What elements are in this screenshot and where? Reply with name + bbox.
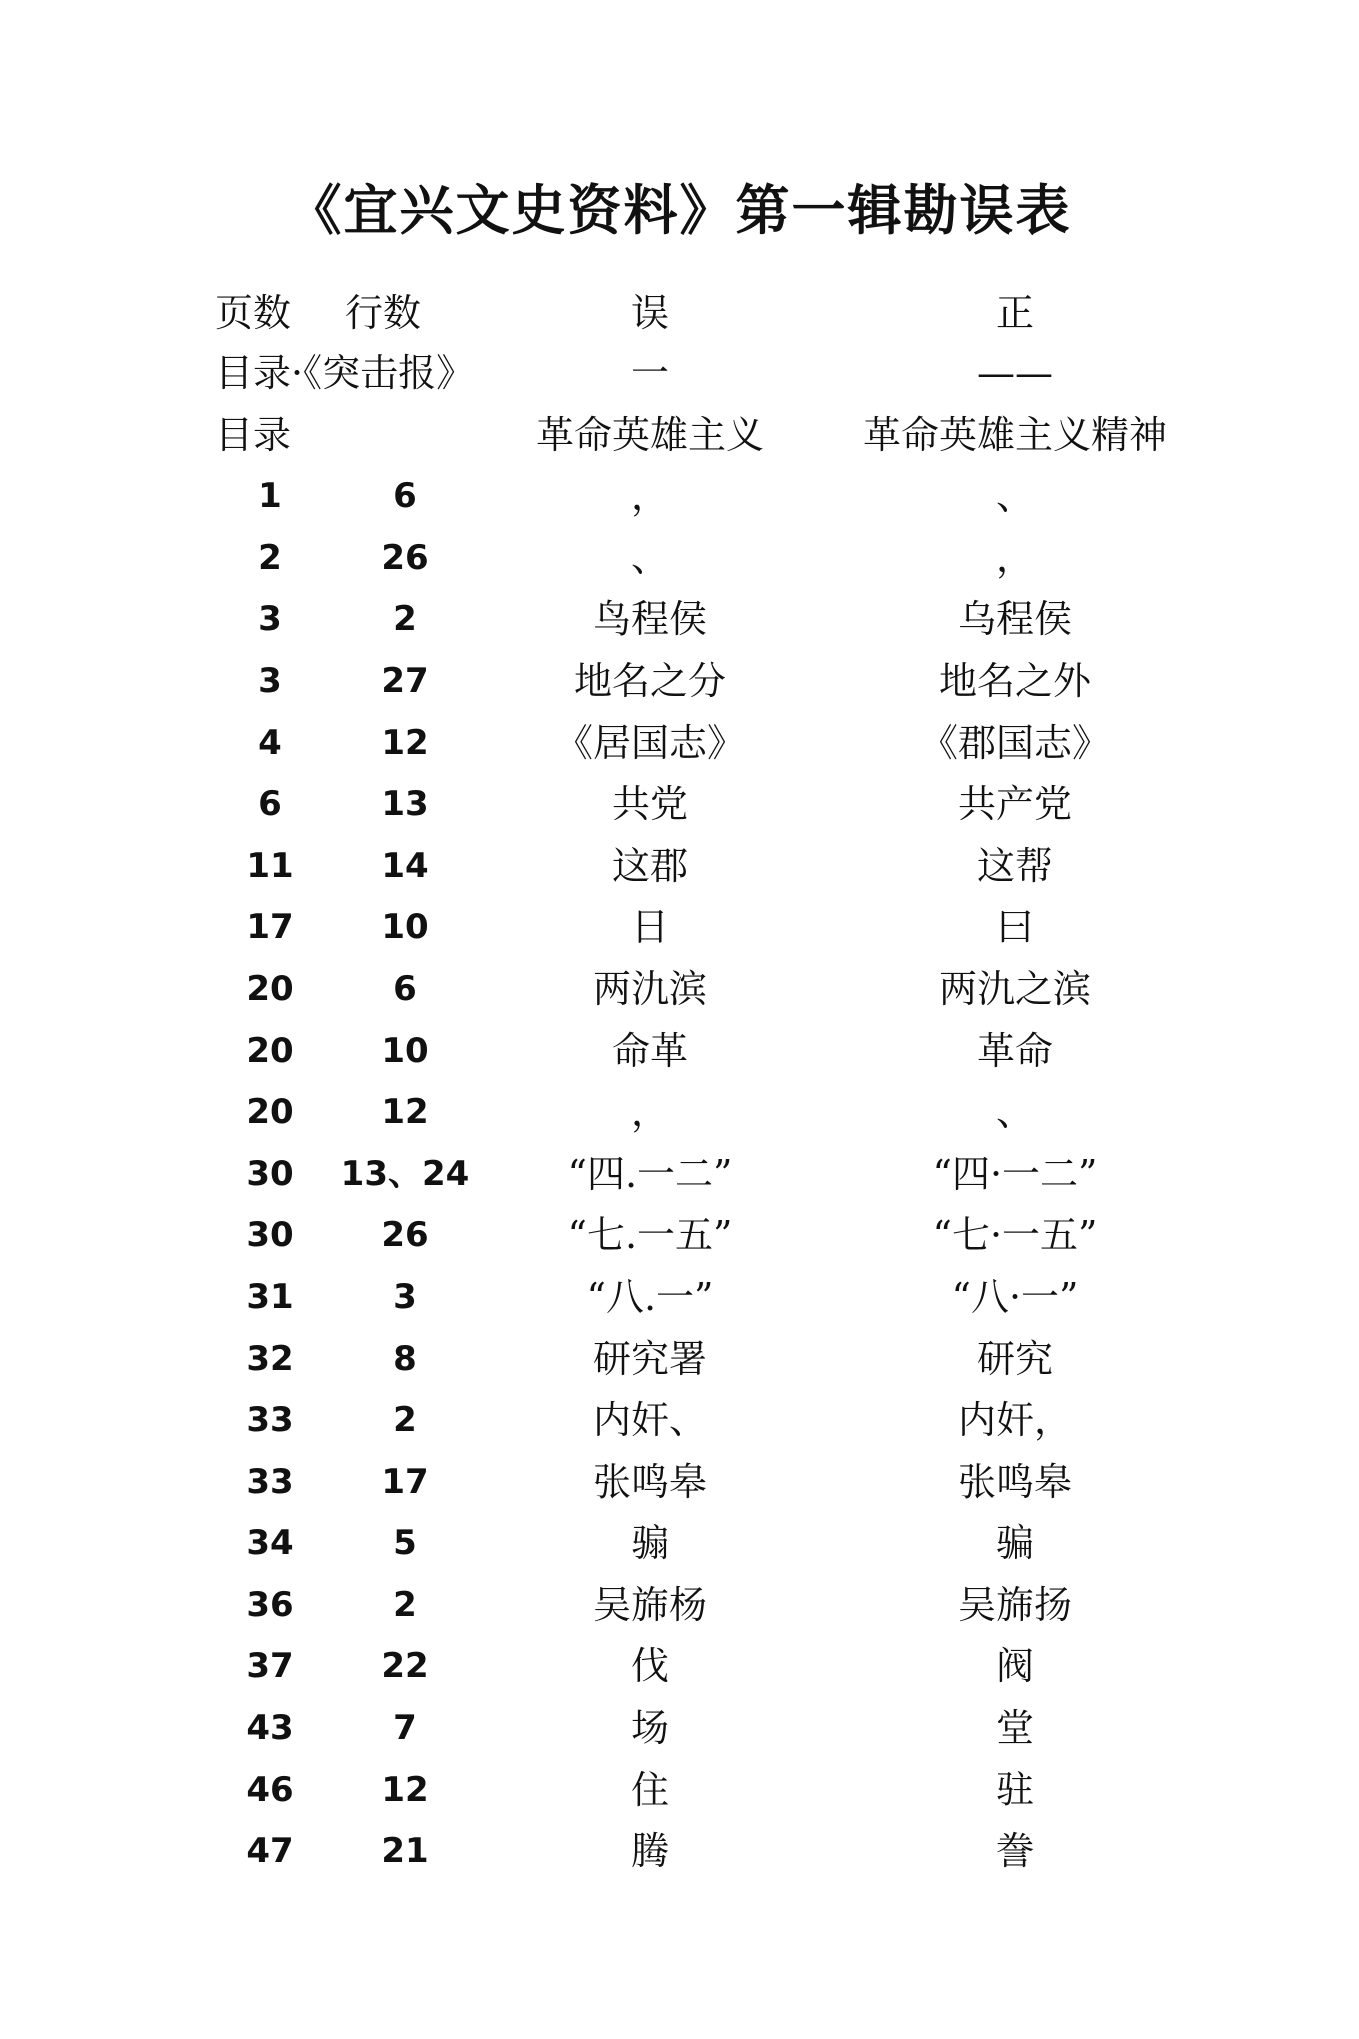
table-row xyxy=(0,1021,1359,1083)
row-line: 2 xyxy=(393,1400,417,1441)
row-page: 17 xyxy=(246,907,294,948)
row-page: 20 xyxy=(246,968,294,1009)
row-right: 乌程侯 xyxy=(957,597,1072,642)
table-row xyxy=(0,959,1359,1021)
row-wrong: 伐 xyxy=(630,1644,669,1689)
row-line: 6 xyxy=(393,476,417,517)
row-right: 曰 xyxy=(995,905,1034,950)
row-line: 2 xyxy=(393,599,417,640)
table-row xyxy=(0,1205,1359,1267)
table-row xyxy=(0,774,1359,836)
row-line: 5 xyxy=(393,1523,417,1564)
row-line: 6 xyxy=(393,968,417,1009)
table-row xyxy=(0,1821,1359,1883)
row-wrong: 一 xyxy=(630,351,669,395)
row-wrong: 研究署 xyxy=(592,1336,707,1381)
table-row xyxy=(0,1082,1359,1144)
row-right: ， xyxy=(995,535,1034,580)
row-right: 张鸣皋 xyxy=(957,1459,1072,1504)
row-line: 13 xyxy=(381,784,429,825)
row-wrong: 骟 xyxy=(630,1521,669,1566)
row-line: 21 xyxy=(381,1831,429,1872)
row-right: “七·一五” xyxy=(932,1213,1098,1258)
row-page: 20 xyxy=(246,1092,294,1133)
row-page: 1 xyxy=(258,476,282,517)
row-line: 27 xyxy=(381,660,429,701)
row-page: 33 xyxy=(246,1461,294,1502)
row-line: 10 xyxy=(381,1030,429,1071)
row-wrong: 住 xyxy=(630,1767,669,1812)
row-page: 2 xyxy=(258,537,282,578)
table-row xyxy=(0,343,1359,405)
table-row xyxy=(0,1267,1359,1329)
table-row xyxy=(0,528,1359,590)
row-right: 研究 xyxy=(976,1336,1053,1381)
row-wrong: 腾 xyxy=(630,1829,669,1874)
row-wrong: “八.一” xyxy=(586,1274,714,1319)
row-page: 11 xyxy=(246,845,294,886)
row-right: 革命 xyxy=(976,1028,1053,1073)
table-row xyxy=(0,1636,1359,1698)
row-wrong: 命革 xyxy=(611,1028,688,1073)
row-page: 46 xyxy=(246,1769,294,1810)
header-right: 正 xyxy=(995,291,1034,335)
table-row xyxy=(0,1698,1359,1760)
row-line: 13、24 xyxy=(340,1153,470,1194)
row-line: 12 xyxy=(381,1769,429,1810)
row-right: —— xyxy=(977,351,1053,395)
errata-table xyxy=(0,343,1359,1883)
row-wrong: “七.一五” xyxy=(567,1213,733,1258)
row-wrong: 张鸣皋 xyxy=(592,1459,707,1504)
row-line: 14 xyxy=(381,845,429,886)
row-page: 3 xyxy=(258,599,282,640)
row-line: 3 xyxy=(393,1276,417,1317)
row-page: 47 xyxy=(246,1831,294,1872)
row-page: 33 xyxy=(246,1400,294,1441)
row-wrong: ， xyxy=(630,1090,669,1135)
row-line: 12 xyxy=(381,722,429,763)
row-right: 地名之外 xyxy=(938,658,1091,703)
row-right: 内奸， xyxy=(957,1398,1072,1443)
row-right: 誊 xyxy=(995,1829,1034,1874)
table-row xyxy=(0,589,1359,651)
row-line: 8 xyxy=(393,1338,417,1379)
row-page: 36 xyxy=(246,1584,294,1625)
row-line: 26 xyxy=(381,1215,429,1256)
row-wrong: 共党 xyxy=(611,782,688,827)
table-row xyxy=(0,1452,1359,1514)
row-page: 37 xyxy=(246,1646,294,1687)
row-wrong: 吴旆杨 xyxy=(592,1582,707,1627)
row-page: 20 xyxy=(246,1030,294,1071)
row-line: 12 xyxy=(381,1092,429,1133)
row-wrong: 革命英雄主义 xyxy=(535,412,764,457)
row-line: 17 xyxy=(381,1461,429,1502)
header-page: 页数 xyxy=(215,291,292,335)
table-row xyxy=(0,836,1359,898)
table-row xyxy=(0,466,1359,528)
table-row xyxy=(0,1390,1359,1452)
row-wrong: 这郡 xyxy=(611,843,688,888)
row-right: 、 xyxy=(995,474,1034,519)
row-right: 共产党 xyxy=(957,782,1072,827)
row-location: 目录·《突击报》 xyxy=(215,351,475,395)
table-row xyxy=(0,1513,1359,1575)
table-row xyxy=(0,713,1359,775)
row-page: 6 xyxy=(258,784,282,825)
row-wrong: 日 xyxy=(630,905,669,950)
row-right: 《郡国志》 xyxy=(919,720,1110,765)
row-right: 驻 xyxy=(995,1767,1034,1812)
row-page: 34 xyxy=(246,1523,294,1564)
row-wrong: 内奸、 xyxy=(592,1398,707,1443)
row-wrong: 鸟程侯 xyxy=(592,597,707,642)
row-right: 两氿之滨 xyxy=(938,966,1091,1011)
row-line: 10 xyxy=(381,907,429,948)
row-right: 堂 xyxy=(995,1706,1034,1751)
header-wrong: 误 xyxy=(630,291,669,335)
row-wrong: 、 xyxy=(630,535,669,580)
row-right: 吴旆扬 xyxy=(957,1582,1072,1627)
row-right: “四·一二” xyxy=(932,1151,1098,1196)
row-right: “八·一” xyxy=(951,1274,1079,1319)
page-title: 《宜兴文史资料》第一辑勘误表 xyxy=(287,178,1072,242)
row-page: 4 xyxy=(258,722,282,763)
row-right: 、 xyxy=(995,1090,1034,1135)
row-wrong: 两氿滨 xyxy=(592,966,707,1011)
row-wrong: ， xyxy=(630,474,669,519)
row-wrong: 《居国志》 xyxy=(554,720,745,765)
row-line: 22 xyxy=(381,1646,429,1687)
row-page: 30 xyxy=(246,1215,294,1256)
row-right: 阀 xyxy=(995,1644,1034,1689)
row-page: 32 xyxy=(246,1338,294,1379)
row-right: 这帮 xyxy=(976,843,1053,888)
row-line: 26 xyxy=(381,537,429,578)
header-line: 行数 xyxy=(345,291,422,335)
row-wrong: 场 xyxy=(630,1706,669,1751)
row-location: 目录 xyxy=(215,412,292,457)
row-page: 30 xyxy=(246,1153,294,1194)
row-page: 3 xyxy=(258,660,282,701)
row-wrong: 地名之分 xyxy=(573,658,726,703)
table-row xyxy=(0,651,1359,713)
table-header xyxy=(0,283,1359,343)
row-right: 革命英雄主义精神 xyxy=(862,412,1167,457)
row-wrong: “四.一二” xyxy=(567,1151,733,1196)
table-row xyxy=(0,1144,1359,1206)
row-page: 31 xyxy=(246,1276,294,1317)
row-right: 骗 xyxy=(995,1521,1034,1566)
row-page: 43 xyxy=(246,1708,294,1749)
table-row xyxy=(0,1575,1359,1637)
row-line: 2 xyxy=(393,1584,417,1625)
table-row xyxy=(0,405,1359,467)
table-row xyxy=(0,1329,1359,1391)
table-row xyxy=(0,897,1359,959)
table-row xyxy=(0,1760,1359,1822)
row-line: 7 xyxy=(393,1708,417,1749)
